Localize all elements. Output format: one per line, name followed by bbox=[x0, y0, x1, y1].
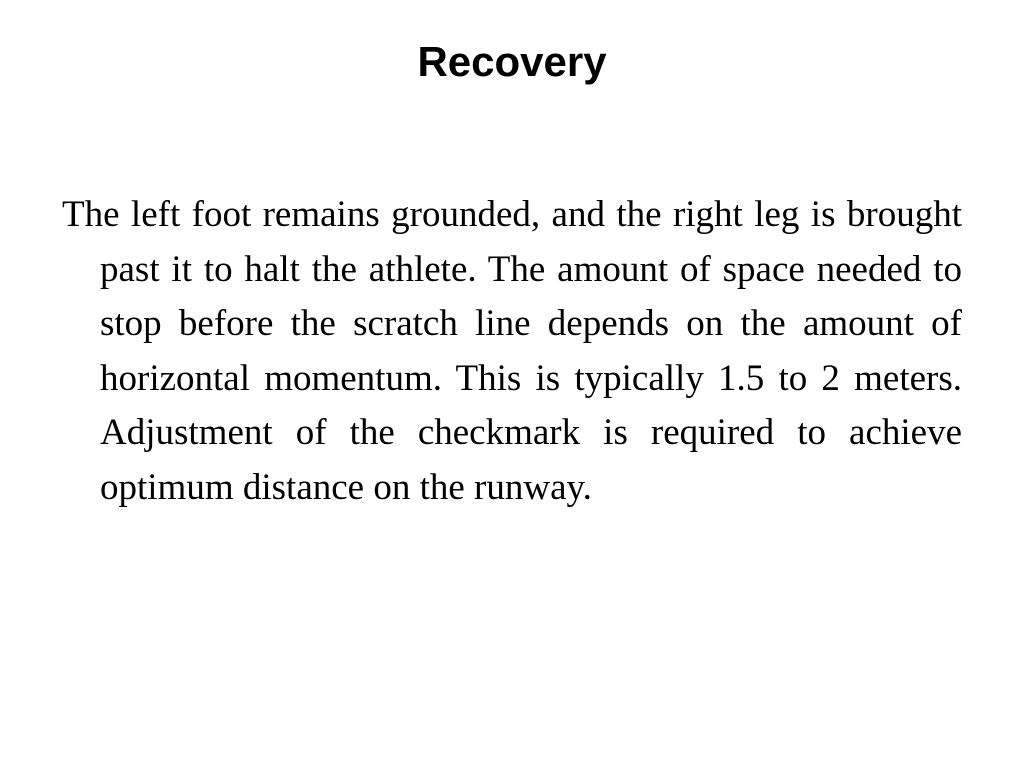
slide-body-paragraph: The left foot remains grounded, and the right leg is brought past it to halt the athlete. The amount of space needed to stop before the scratch line depends on the amount of horizontal momentum. This is typically 1.5 to 2 meters. Adjustment of the checkmark is required to achieve optimum distance on the runway. bbox=[62, 194, 962, 508]
slide-title: Recovery bbox=[417, 38, 607, 85]
